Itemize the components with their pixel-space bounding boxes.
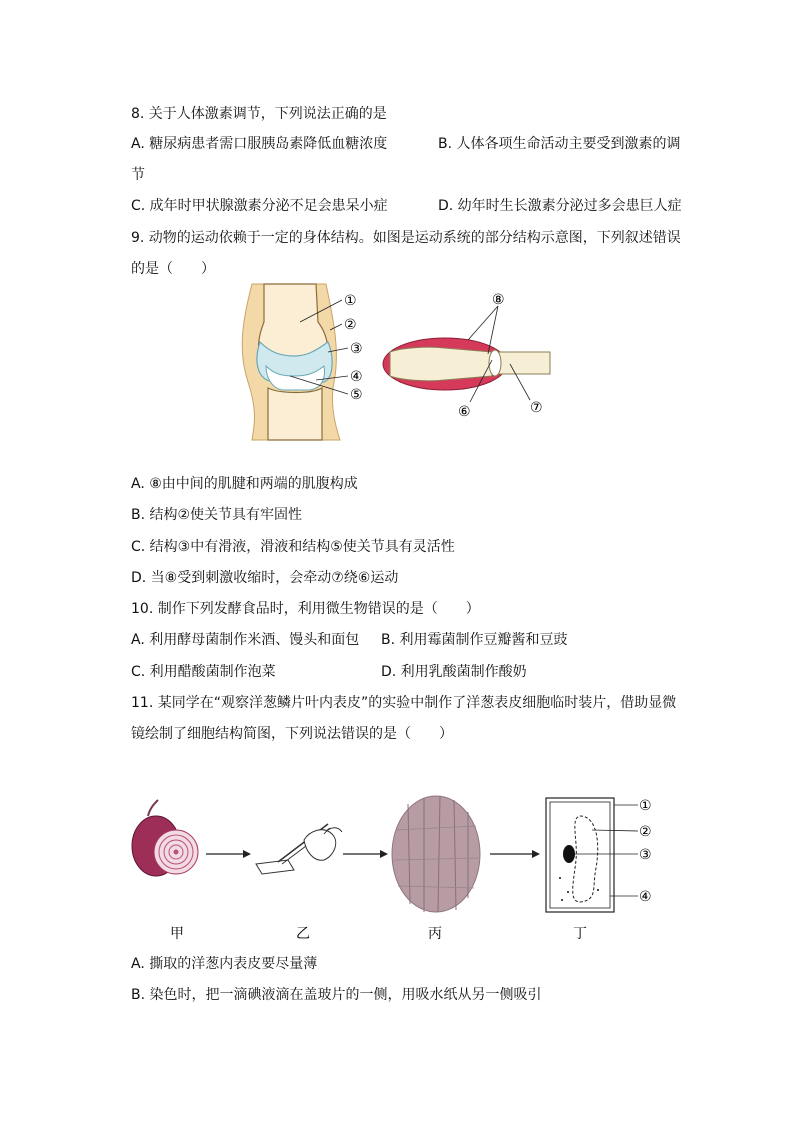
- q9-stem-cont: 的是（ ）: [131, 261, 215, 277]
- cell-label-2: ②: [639, 824, 652, 840]
- muscle-diagram: [383, 292, 550, 420]
- q10-stem: 10. 制作下列发酵食品时，利用微生物错误的是（ ）: [131, 601, 480, 617]
- q11-option-a: A. 撕取的洋葱内表皮要尽量薄: [131, 956, 318, 972]
- joint-label-2: ②: [344, 317, 357, 333]
- q11-stem-cont: 镜绘制了细胞结构简图，下列说法错误的是（ ）: [131, 726, 453, 742]
- caption-ding: 丁: [573, 926, 587, 942]
- q8-option-a: A. 糖尿病患者需口服胰岛素降低血糖浓度: [131, 136, 388, 152]
- q8-stem: 8. 关于人体激素调节，下列说法正确的是: [131, 106, 387, 122]
- q11-option-b: B. 染色时，把一滴碘液滴在盖玻片的一侧，用吸水纸从另一侧吸引: [131, 987, 542, 1003]
- hand-tweezers-image: [256, 824, 342, 874]
- cell-label-1: ①: [639, 798, 652, 814]
- bone-lower: [268, 388, 322, 440]
- muscle-label-6: ⑥: [458, 404, 471, 420]
- q9-option-b: B. 结构②使关节具有牢固性: [131, 507, 303, 523]
- micrograph-image: [392, 796, 480, 912]
- bone-left: [390, 347, 492, 381]
- q9-stem: 9. 动物的运动依赖于一定的身体结构。如图是运动系统的部分结构示意图，下列叙述错误: [131, 230, 681, 246]
- cell-diagram: [546, 798, 652, 912]
- nucleus: [563, 845, 575, 863]
- joint-diagram: [242, 284, 362, 440]
- joint-label-1: ①: [344, 293, 357, 309]
- q10-option-a: A. 利用酵母菌制作米酒、馒头和面包: [131, 632, 360, 648]
- joint-label-5: ⑤: [350, 387, 363, 403]
- q10-option-d: D. 利用乳酸菌制作酸奶: [381, 664, 527, 680]
- joint-label-4: ④: [350, 369, 363, 385]
- q9-option-a: A. ⑧由中间的肌腱和两端的肌腹构成: [131, 476, 358, 492]
- cell-label-4: ④: [639, 889, 652, 905]
- onion-experiment-figure: [128, 790, 668, 945]
- q8-option-d: D. 幼年时生长激素分泌过多会患巨人症: [438, 198, 682, 214]
- muscle-label-8: ⑧: [492, 292, 505, 308]
- onion-image: [132, 800, 198, 876]
- caption-jia: 甲: [170, 926, 184, 942]
- q9-option-c: C. 结构③中有滑液，滑液和结构⑤使关节具有灵活性: [131, 539, 455, 555]
- joint-label-3: ③: [350, 341, 363, 357]
- q8-option-b-cont: 节: [131, 167, 145, 183]
- q11-stem: 11. 某同学在“观察洋葱鳞片叶内表皮”的实验中制作了洋葱表皮细胞临时装片，借助显微: [131, 695, 677, 711]
- q8-option-c: C. 成年时甲状腺激素分泌不足会患呆小症: [131, 198, 388, 214]
- q10-option-c: C. 利用醋酸菌制作泡菜: [131, 664, 276, 680]
- q8-option-b: B. 人体各项生命活动主要受到激素的调: [438, 136, 681, 152]
- q9-option-d: D. 当⑧受到刺激收缩时，会牵动⑦绕⑥运动: [131, 570, 399, 586]
- caption-yi: 乙: [296, 926, 310, 942]
- q10-option-b: B. 利用霉菌制作豆瓣酱和豆豉: [381, 632, 568, 648]
- cell-label-3: ③: [639, 847, 652, 863]
- joint-muscle-figure: [230, 282, 560, 442]
- cell-wall: [546, 798, 614, 912]
- caption-bing: 丙: [428, 926, 442, 942]
- muscle-label-7: ⑦: [530, 400, 543, 416]
